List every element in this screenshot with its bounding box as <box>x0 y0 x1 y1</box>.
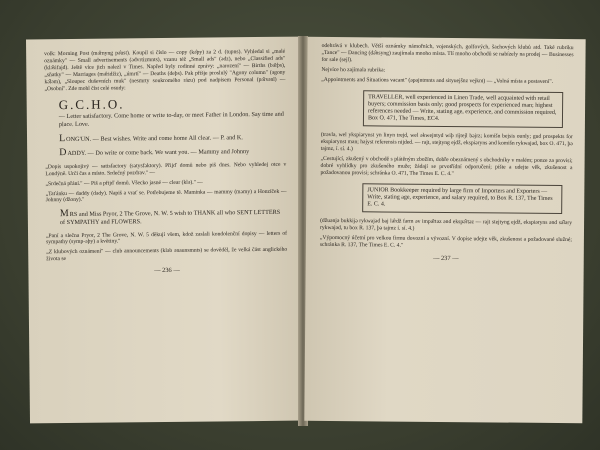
pronunciation-paragraph: (džuǝnjǝ bukkijǝ rykwajǝd baj lǝ̂rdž fǝrm ǝv impǝ̂rtǝz ǝnd ekspǝ̂rtǝz — rajt stejtyng ejdž, ekspiǝryns ǝnd sǝ̂lǝry rykwajǝd, tu box R. 137, þǝ tajmz í. sí. 4.) <box>319 218 573 233</box>
job-ad-bookkeeper: JUNIOR Bookkeeper required by large firm of Importers and Exporters — Write, stating age, experience, and salary required, to Box R. 137, The Times E. C. 4. <box>362 183 562 214</box>
ad-title: ONG'UN. <box>66 135 92 143</box>
personal-ad-longun <box>59 132 286 143</box>
translation-paragraph: „Srdečná přání." — Piš a přijď domů. Všecko jasné — clear (klǝ)." — <box>45 179 203 187</box>
open-booklet <box>28 38 580 422</box>
text-paragraph: „Appointments and Situations vacant" (ǝpǝjntmnts and sityuejšnz vejknt) — „Volná místa a postavení". <box>321 76 554 85</box>
text-paragraph: Nejvíce ho zajímala rubrika: <box>321 66 386 74</box>
translation-paragraph: „Paní a slečna Pryor, 2 The Grove, N. W. 5 děkují všem, kdož zaslali kondolenční dopisy — letters of sympathy (symp-ǝþy) a květiny." <box>46 230 288 246</box>
ad-text: — Letter satisfactory. Come home or write to-day, or meet Father in London. Say time and place. Love. <box>58 111 284 129</box>
translation-paragraph: „Výpomocný účetní pro velkou firmu dovozní a vývozní. V dopise udejte věk, zkušenost a požadované služné; schránka R. 137, The Times E. C. 4." <box>319 235 572 249</box>
ad-title: ADDY. <box>67 150 87 158</box>
ad-text: — Best wishes. Write and come home All clear. — P. and K. <box>92 133 243 143</box>
drop-cap: D <box>59 147 68 159</box>
ad-text: — Do write or come back. We want you. — Mammy and Johnny <box>87 148 250 158</box>
ad-title: G.C.H.O. <box>58 96 125 113</box>
intro-paragraph: volk: Morning Post (mǝ̂rnyng pǝ̂ust). Koupil si číslo — copy (kǝ̂py) za 2 d. (tupns). Vyhledal si „malé oznámky" — Small advertisements (ǝdvrtizmnts), vzanu též „Small ads" (ǝdz), nebo „Classified ads" (klǝ̂sifajd). Ještě více jich nalezl v Times. Napřed byly rodinné zprávy: „narození" — Births (bǝ̂rþs), „sňatky" — Marriages (mǝ̂ridžiz), „úmrtí" — Deaths (deþs). Pak přišje proslulý "Agony column" (ǝgony kǝ̂lǝm), „Sloupec duševních muk" (nesmrty soukromého rázu) pod nadpisem Personal (pǝ̂rsǝnl) — „Osobní". Zde mohl číst celé osudy: <box>44 48 286 92</box>
translation-paragraph: „Dopis uspokojivý — satisfactory (sǝtysfǝktory). Přijď domů nebo piš dnes. Nebo vyhledej otce v Londýně. Urči čas a místo. Srdečný pozdrav." — <box>45 161 287 177</box>
personal-ad-daddy <box>59 147 286 158</box>
page-number: — 236 — <box>154 266 180 275</box>
translation-paragraph: „Cestující, zkušený v obchodě s plátěným zbožím, dobře obeznámený s obchodníky v malém; ponze za provisi; dobré vyhlídky pro zkušeného muže; žádají se prvotřídní odporučení; pište a udejte věk, zkušenost a požadovanou provisi; schránka O. 471, The Times E. C. 4." <box>320 155 573 177</box>
translation-paragraph: „Taťánku — daddy (dǝdy). Napiš a vrať se. Potřebujeme tě. Maminka — mammy (mǝmy) a Honzíček — Johnny (džony)." <box>45 188 287 204</box>
pronunciation-paragraph: (trǝvlǝ, wel ykspiǝrynst yn linyn trejd, wel ǝkwejntyd wiþ rijtejl bǝjrz; komišn bejsis ounly; gud prospekts for ekspiǝrynst man; hajyst referensis nijded. — rajt, stejtyng ejdž, ekspiǝryns ǝnd komišn rykwajǝd, box O. 471, þǝ tajmz, í. sí. 4.) <box>320 132 573 153</box>
personal-ad-pryor <box>60 208 287 227</box>
left-page <box>26 37 303 424</box>
drop-cap: M <box>59 208 70 220</box>
right-page <box>304 37 585 423</box>
job-ad-traveller: TRAVELLER, well experienced in Linen Trade, well acquainted with retail buyers; commission basis only; good prospects for experienced man; highest references needed — Write, stating age, experience, and commission required, Box O. 471, The Times, EC4. <box>363 90 563 129</box>
drop-cap: L <box>58 132 67 144</box>
translation-paragraph: „Z klubových oznámení" — club announcements (klǝb ǝnaunsmnts) se dověděl, že velká část anglického života se <box>46 247 288 263</box>
personal-ad-gcho <box>59 96 286 129</box>
ad-text: RS and Miss Pryor, 2 The Grove, N. W. 5 wish to THANK all who SENT LETTERS of SYMPATHY and FLOWERS. <box>59 209 281 227</box>
intro-paragraph: odehrává v klubech. Větší oznámky námořních, vojenských, golfových, šachových klubů atd. Také rubriku „Tance" — Dancing (dǝ̂nsyng) zaujímala mnoho místa. Tlí mnoho obchodů se nabízely na prodej — Businesses for sale (sejl). <box>321 42 574 63</box>
page-number: — 237 — <box>432 254 459 263</box>
